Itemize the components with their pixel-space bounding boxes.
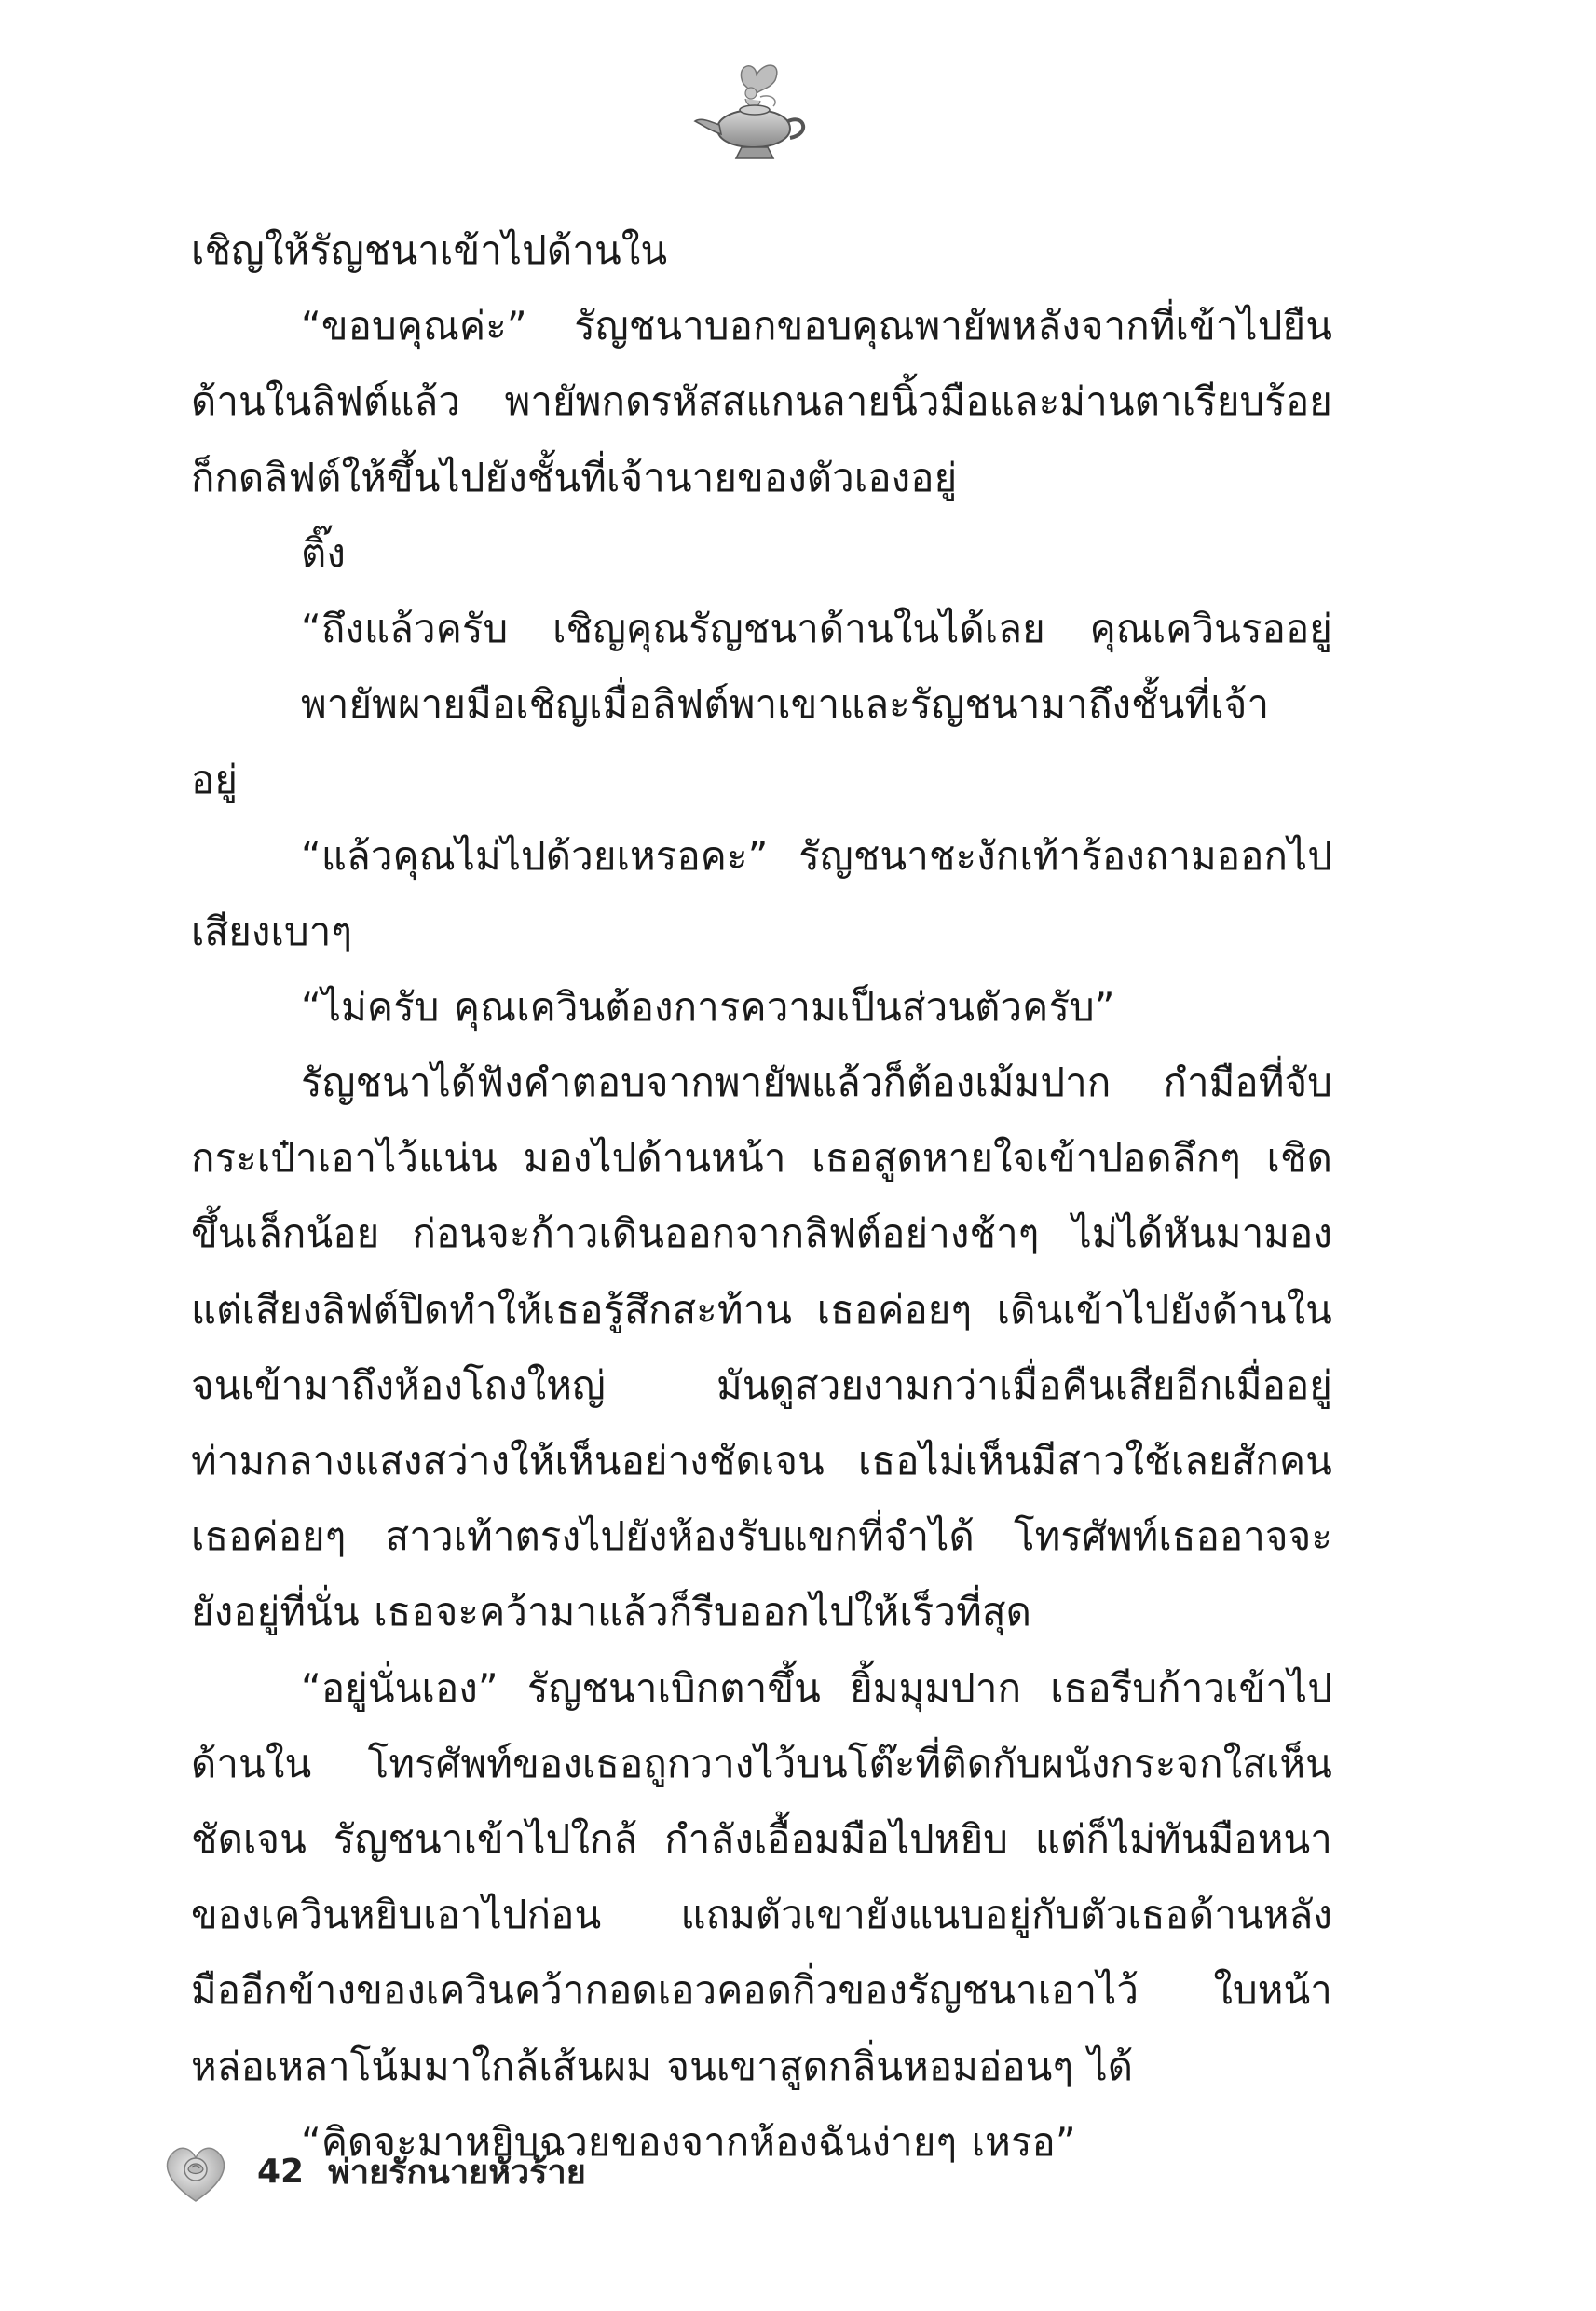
text-line: มืออีกข้างของเควินคว้ากอดเอวคอดกิ่วของรัญชนาเอาไว้ ใบหน้า bbox=[191, 1967, 1332, 2014]
text-line: ขึ้นเล็กน้อย ก่อนจะก้าวเดินออกจากลิฟต์อย่างช้าๆ ไม่ได้หันมามอง bbox=[191, 1210, 1332, 1257]
text-line: ของเควินหยิบเอาไปก่อน แถมตัวเขายังแนบอยู่กับตัวเธอด้านหลัง bbox=[191, 1892, 1332, 1938]
text-line: เชิญให้รัญชนาเข้าไปด้านใน bbox=[191, 227, 668, 273]
text-line: “อยู่นั่นเอง” รัญชนาเบิกตาขึ้น ยิ้มมุมปาก เธอรีบก้าวเข้าไป bbox=[301, 1664, 1332, 1711]
text-line: “ขอบคุณค่ะ” รัญชนาบอกขอบคุณพายัพหลังจากที่เข้าไปยืน bbox=[301, 303, 1332, 349]
text-line: ติ๊ง bbox=[301, 529, 346, 576]
text-line: แต่เสียงลิฟต์ปิดทำให้เธอรู้สึกสะท้าน เธอค่อยๆ เดินเข้าไปยังด้านใน bbox=[191, 1286, 1332, 1333]
text-line: พายัพผายมือเชิญเมื่อลิฟต์พาเขาและรัญชนามาถึงชั้นที่เจ้า bbox=[301, 681, 1270, 728]
text-line: ยังอยู่ที่นั่น เธอจะคว้ามาแล้วก็รีบออกไปให้เร็วที่สุด bbox=[191, 1589, 1032, 1635]
text-line: กระเป๋าเอาไว้แน่น มองไปด้านหน้า เธอสูดหายใจเข้าปอดลึกๆ เชิด bbox=[191, 1135, 1332, 1182]
rose-emblem-icon bbox=[158, 2134, 233, 2208]
text-line: ท่ามกลางแสงสว่างให้เห็นอย่างชัดเจน เธอไม่เห็นมีสาวใช้เลยสักคน bbox=[191, 1438, 1332, 1484]
book-title: พ่ายรักนายหัวร้าย bbox=[328, 2153, 586, 2192]
text-line: จนเข้ามาถึงห้องโถงใหญ่ มันดูสวยงามกว่าเมื่อคืนเสียอีกเมื่ออยู่ bbox=[191, 1361, 1332, 1408]
body-text bbox=[191, 212, 1332, 2180]
text-line: “แล้วคุณไม่ไปด้วยเหรอคะ” รัญชนาชะงักเท้าร้องถามออกไป bbox=[301, 832, 1332, 879]
text-line: ด้านใน โทรศัพท์ของเธอถูกวางไว้บนโต๊ะที่ติดกับผนังกระจกใสเห็น bbox=[191, 1740, 1332, 1786]
page-footer bbox=[158, 2129, 586, 2213]
text-line: “ถึงแล้วครับ เชิญคุณรัญชนาด้านในได้เลย คุณเควินรออยู่ bbox=[301, 605, 1332, 651]
magic-lamp-with-cupid-icon bbox=[689, 56, 820, 168]
text-line: รัญชนาได้ฟังคำตอบจากพายัพแล้วก็ต้องเม้มปาก กำมือที่จับ bbox=[301, 1060, 1332, 1106]
text-line: “คิดจะมาหยิบฉวยของจากห้องฉันง่ายๆ เหรอ” bbox=[301, 2118, 1076, 2165]
text-line: อยู่ bbox=[191, 757, 239, 803]
text-line: เธอค่อยๆ สาวเท้าตรงไปยังห้องรับแขกที่จำได้ โทรศัพท์เธออาจจะ bbox=[191, 1513, 1332, 1560]
text-line: ด้านในลิฟต์แล้ว พายัพกดรหัสสแกนลายนิ้วมือและม่านตาเรียบร้อย bbox=[191, 378, 1332, 425]
text-line: “ไม่ครับ คุณเควินต้องการความเป็นส่วนตัวครับ” bbox=[301, 983, 1115, 1030]
text-line: เสียงเบาๆ bbox=[191, 908, 353, 954]
text-line: ชัดเจน รัญชนาเข้าไปใกล้ กำลังเอื้อมมือไปหยิบ แต่ก็ไม่ทันมือหนา bbox=[191, 1815, 1332, 1862]
page-number: 42 bbox=[257, 2152, 305, 2191]
text-line: ก็กดลิฟต์ให้ขึ้นไปยังชั้นที่เจ้านายของตัวเองอยู่ bbox=[191, 454, 958, 500]
text-line: หล่อเหลาโน้มมาใกล้เส้นผม จนเขาสูดกลิ่นหอมอ่อนๆ ได้ bbox=[191, 2043, 1134, 2089]
